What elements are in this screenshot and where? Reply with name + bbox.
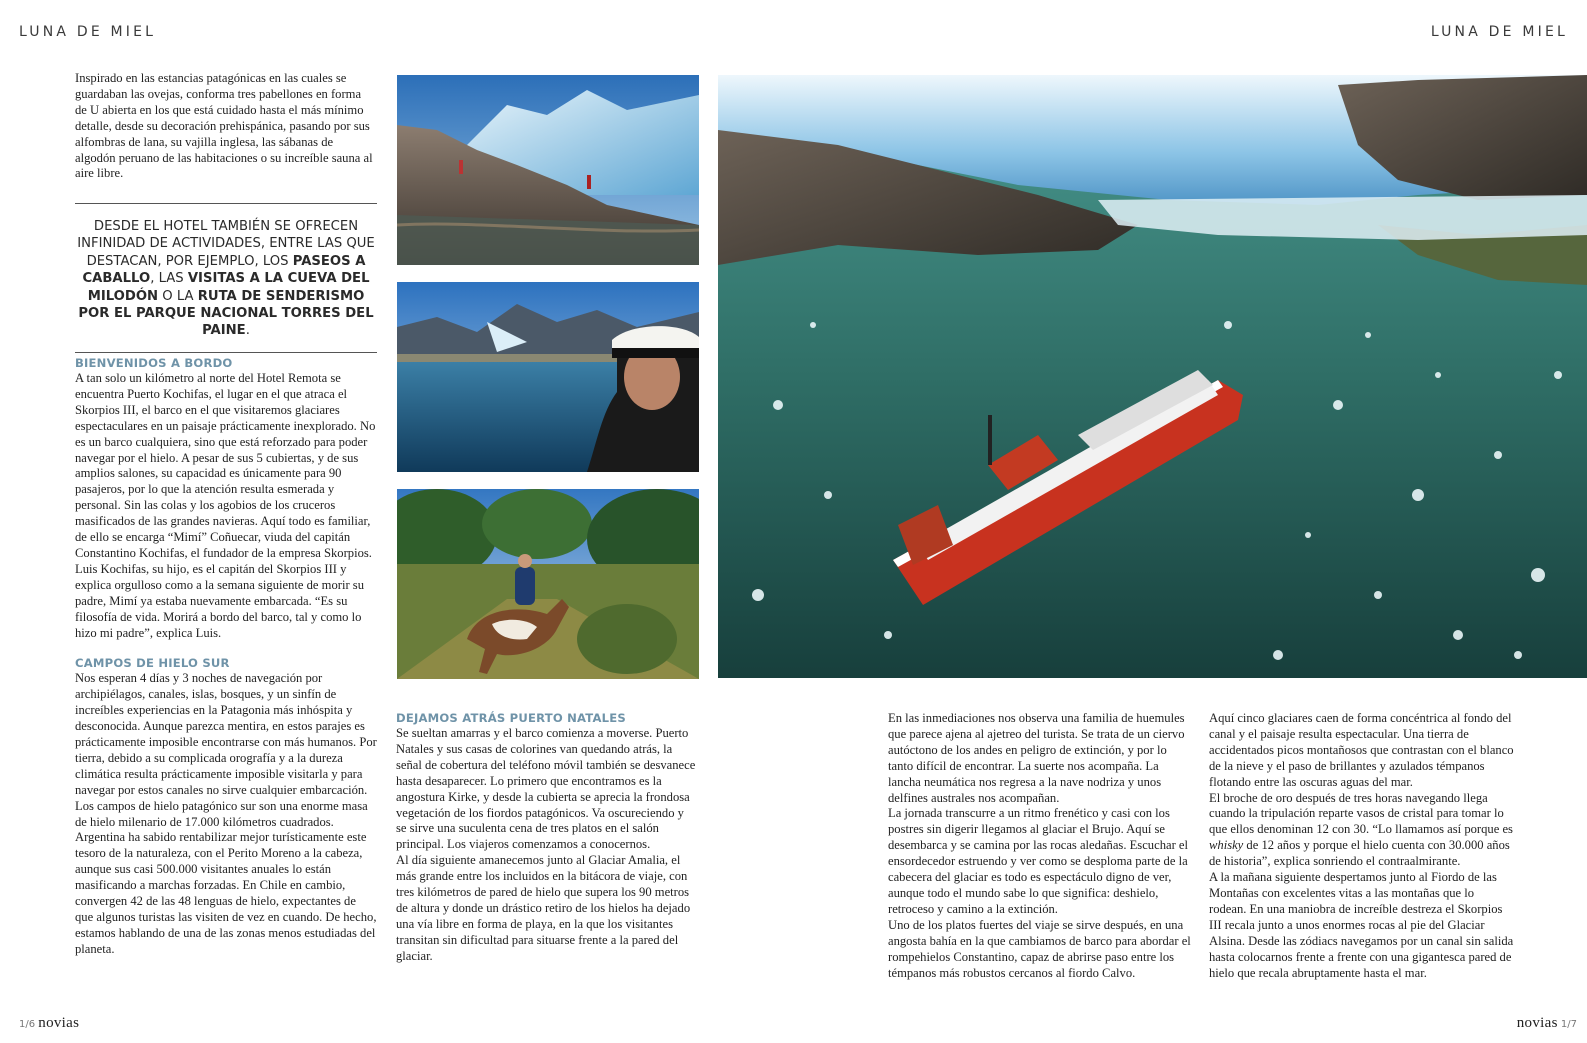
column-1-lower	[75, 356, 377, 958]
body-col3-a: En las inmediaciones nos observa una familia de huemules que parece ajena al ajetreo del turista. Se trata de un ciervo autóctono de los andes en peligro de extinción, y por lo tanto difícil de encontrar. La suerte nos acompaña. La lancha neumática nos regresa a la nave nodriza y unos delfines australes nos acompañan.	[888, 711, 1185, 805]
folio-left-page: 1/6	[19, 1019, 36, 1030]
running-head-right: LUNA DE MIEL	[1430, 24, 1568, 40]
folio-left-brand: novias	[38, 1015, 80, 1031]
folio-right-brand: novias	[1516, 1015, 1558, 1031]
body-col3-c: Uno de los platos fuertes del viaje se sirve después, en una angosta bahía en la que cambiamos de barco para abordar el rompehielos Constantino, capaz de abrirse paso entre los témpanos más robustos cercanos al fiordo Calvo.	[888, 917, 1191, 980]
glacier-hikers-photo	[397, 75, 699, 265]
body-col4-c: A la mañana siguiente despertamos junto al Fiordo de las Montañas con excelentes vitas a las montañas que lo rodean. En una maniobra de increíble destreza el Skorpios III recala junto a unos enormes rocas al pie del Glaciar Alsina. Desde las zódiacs navegamos por un canal sin salida hasta colocarnos frente a frente con una gigantesca pared de hielo que recala abruptamente hasta el mar.	[1209, 870, 1514, 980]
column-1	[75, 71, 375, 182]
pull-quote	[75, 203, 377, 353]
body-col4-b: El broche de oro después de tres horas navegando llega cuando la tripulación reparte vasos de cristal para tomar lo que ellos denominan 12 con 30. “Lo llamamos así porque es whisky de 12 años y porque el hielo cuenta con 30.000 años de historia”, explica sonriendo el contraalmirante.	[1209, 790, 1513, 869]
column-3	[888, 711, 1193, 981]
pull-quote-bottom-rule	[75, 352, 377, 353]
heading-bienvenidos: BIENVENIDOS A BORDO	[75, 356, 233, 370]
body-campos-b: Argentina ha sabido rentabilizar mejor turísticamente este tesoro de la naturaleza, con el Perito Moreno a la cabeza, aunque sus casi 500.000 visitantes anuales lo están masificando a marchas forzadas. En Chile en cambio, convergen 42 de las 48 lenguas de hielo, expectantes de que algunos turistas las visiten de vez en cuando. De hecho, estamos hablando de una de las zonas menos estudiadas del planeta.	[75, 830, 377, 956]
ship-in-fjord-photo	[718, 75, 1587, 678]
heading-natales: DEJAMOS ATRÁS PUERTO NATALES	[396, 711, 626, 725]
horse-rider-photo	[397, 489, 699, 679]
intro-paragraph: Inspirado en las estancias patagónicas en las cuales se guardaban las ovejas, conforma tres pabellones en forma de U abierta en los que está cuidado hasta el más mínimo detalle, desde su decoración prehispánica, pasando por sus alfombras de lana, su vajilla inglesa, las sábanas de algodón peruano de las habitaciones o su increíble sauna al aire libre.	[75, 71, 373, 181]
body-natales-b: Al día siguiente amanecemos junto al Glaciar Amalia, el más grande entre los incluidos en la bitácora de viaje, con tres kilómetros de pared de hielo que supera los 90 metros de altura y donde un drástico retiro de los hielos ha dejado una vía libre en forma de playa, en la que los visitantes transitan sin dificultad para situarse frente a la pared del glaciar.	[396, 853, 691, 963]
body-natales-a: Se sueltan amarras y el barco comienza a moverse. Puerto Natales y sus casas de colorines van quedando atrás, la señal de cobertura del teléfono móvil también se desvanece hasta desaparecer. Lo primero que encontramos es la angostura Kirke, y desde la cubierta se aprecia la frondosa vegetación de los fiordos patagónicos. Va oscureciendo y se sirve una suculenta cena de tres platos en el salón principal. Los viajeros comenzamos a conocernos.	[396, 726, 696, 852]
body-campos-a: Nos esperan 4 días y 3 noches de navegación por archipiélagos, canales, islas, bosques, y un sinfín de increíbles experiencias en la Patagonia más inhóspita y desconocida. Aunque parezca mentira, en estos parajes es prácticamente imposible encontrarse con más humanos. Por tierra, debido a su complicada orografía y a la dureza climática resulta prácticamente imposible visitarla y para navegar por estos canales no sirve cualquier embarcación. Los campos de hielo patagónico sur son una enorme masa de hielo milenario de 17.000 kilómetros cuadrados.	[75, 671, 377, 829]
body-col3-b: La jornada transcurre a un ritmo frenético y casi con los postres sin digerir llegamos al glaciar el Brujo. Aquí se desembarca y se camina por las rocas aledañas. Escuchar el ensordecedor estruendo y ver como se desploma parte de la cabecera del glaciar es todo es espectáculo digno de ver, aunque todo el mundo sabe lo que significa: deshielo, retroceso y camino a la extinción.	[888, 806, 1189, 916]
body-bienvenidos: A tan solo un kilómetro al norte del Hotel Remota se encuentra Puerto Kochifas, el lugar en el que atraca el Skorpios III, el barco en el que visitaremos glaciares espectaculares en un paisaje prácticamente inexplorado. No es un barco cualquiera, sino que está reforzado para poder navegar por el hielo. A pesar de sus 5 cubiertas, y de sus amplios salones, su capacidad es únicamente para 90 pasajeros, por lo que la atención resulta esmerada y personal. Sin las colas y los agobios de los cruceros masificados de las grandes navieras. Aquí todo es familiar, de ello se encarga “Mimí” Coñuecar, viuda del capitán Constantino Kochifas, el fundador de la empresa Skorpios. Luis Kochifas, su hijo, es el capitán del Skorpios III y explica orgulloso como a la semana siguiente de morir su padre, Mimí ya estaba nuevamente embarcada. “Es su filosofía de vida. Morirá a bordo del barco, tal y como lo hizo mi padre”, explica Luis.	[75, 371, 376, 640]
captain-portrait-photo	[397, 282, 699, 472]
body-col4-a: Aquí cinco glaciares caen de forma concéntrica al fondo del canal y el paisaje resulta espectacular. Una tierra de accidentados picos montañosos que contrastan con el blanco de la nieve y el paso de brillantes y azulados témpanos flotando entre las oscuras aguas del mar.	[1209, 711, 1514, 789]
column-2	[396, 711, 696, 965]
folio-right	[1517, 1015, 1577, 1032]
folio-left	[19, 1015, 79, 1032]
column-4	[1209, 711, 1514, 981]
running-head-left: LUNA DE MIEL	[19, 24, 157, 40]
pull-quote-text: DESDE EL HOTEL TAMBIÉN SE OFRECEN INFINIDAD DE ACTIVIDADES, ENTRE LAS QUE DESTACAN, POR EJEMPLO, LOS PASEOS A CABALLO, LAS VISITAS A LA CUEVA DEL MILODÓN O LA RUTA DE SENDERISMO POR EL PARQUE NACIONAL TORRES DEL PAINE.	[77, 219, 375, 339]
folio-right-page: 1/7	[1560, 1019, 1577, 1030]
heading-campos: CAMPOS DE HIELO SUR	[75, 656, 230, 671]
